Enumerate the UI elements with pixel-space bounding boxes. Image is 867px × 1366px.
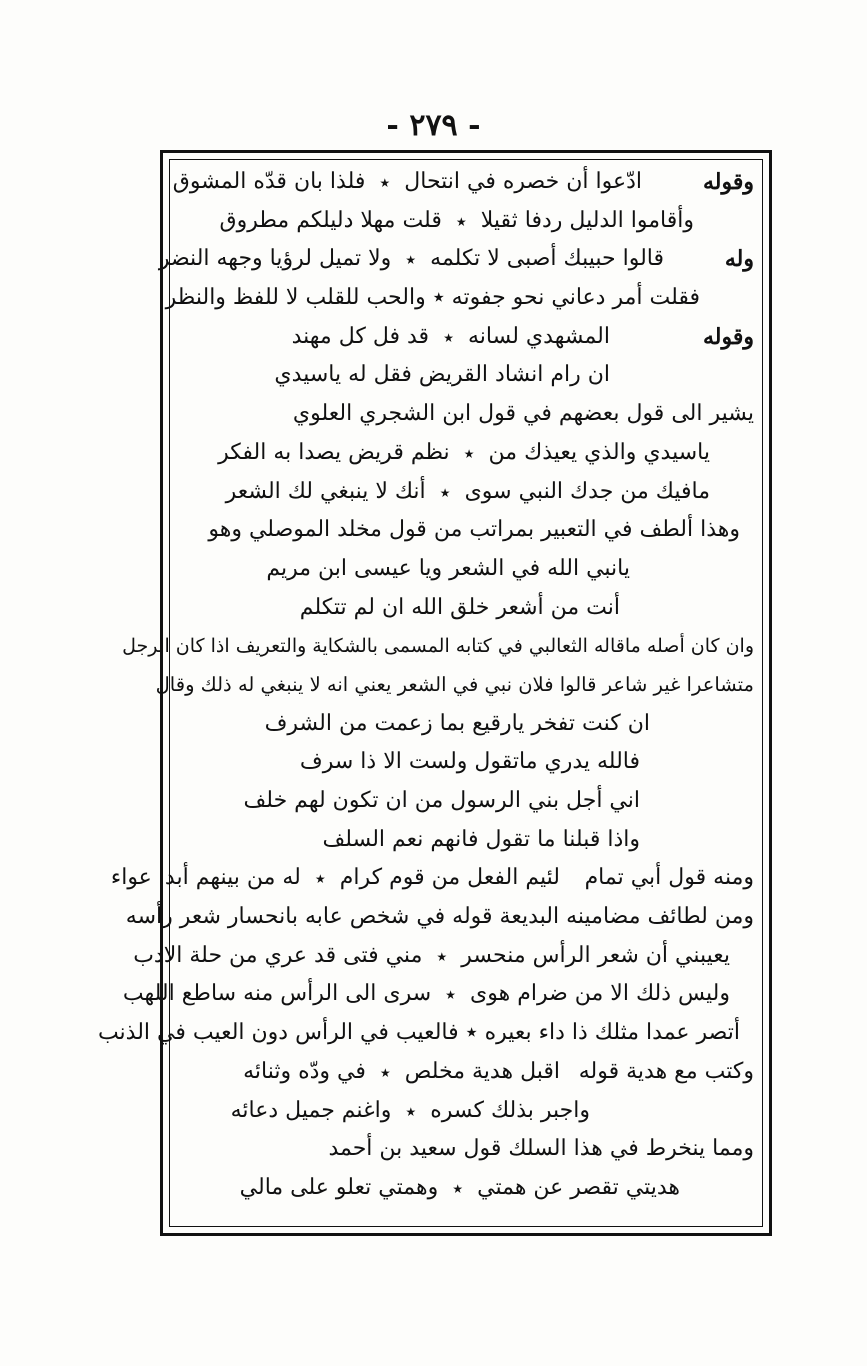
page-number: - ٢٧٩ - (386, 108, 481, 143)
separator-star-icon: ٭ (379, 1059, 391, 1084)
hemistich-first: يعيبني أن شعر الرأس منحسر (461, 942, 730, 968)
separator-star-icon: ٭ (463, 440, 475, 465)
separator-star-icon: ٭ (436, 943, 448, 968)
separator-star-icon: ٭ (314, 866, 326, 891)
hemistich-second: نظم قريض يصدا به الفكر (218, 439, 450, 465)
text-line (180, 705, 760, 744)
hemistich-second: قلت مهلا دليلكم مطروق (219, 207, 442, 233)
text-line (180, 473, 760, 512)
hemistich-second: قد فل كل مهند (291, 323, 430, 349)
text-line (122, 975, 760, 1014)
verse (111, 859, 560, 898)
hemistich-first: قالوا حبيبك أصبى لا تكلمه (430, 246, 664, 272)
hemistich-second: سرى الى الرأس منه ساطع اللهب (122, 981, 432, 1007)
hemistich-second: أنك لا ينبغي لك الشعر (225, 478, 426, 504)
verse (240, 1169, 680, 1208)
text-line (180, 202, 760, 241)
hemistich-second: في ودّه وثنائه (243, 1058, 366, 1084)
verse (226, 473, 710, 512)
text-line (110, 859, 760, 898)
separator-star-icon: ٭ (455, 208, 467, 233)
text-line (165, 279, 760, 318)
hemistich-second: فلذا بان قدّه المشوق (172, 169, 366, 194)
hemistich-first: هديتي تقصر عن همتي (477, 1174, 680, 1200)
hemistich-first: اقبل هدية مخلص (404, 1058, 560, 1084)
hemistich-first: وأقاموا الدليل ردفا ثقيلا (480, 207, 694, 233)
verse (220, 202, 694, 241)
separator-star-icon: ٭ (452, 1175, 464, 1200)
line-label: وقوله (702, 169, 754, 195)
prose-text: فقلت أمر دعاني نحو جفوته ٭ والحب للقلب لا للفظ والنظر (165, 285, 700, 311)
centered-verse: واذا قبلنا ما تقول فانهم نعم السلف (322, 826, 640, 852)
hemistich-second: مني فتى قد عري من حلة الادب (133, 942, 423, 968)
text-line (180, 395, 760, 434)
hemistich-first: لئيم الفعل من قوم كرام (339, 865, 560, 891)
text-line (180, 782, 760, 821)
centered-verse: يانبي الله في الشعر ويا عيسى ابن مريم (266, 555, 630, 581)
verse (123, 975, 730, 1014)
prose-text: يشير الى قول بعضهم في قول ابن الشجري العلوي (292, 401, 754, 427)
line-label: وكتب مع هدية قوله (578, 1058, 754, 1084)
text-line (180, 743, 760, 782)
hemistich-first: ادّعوا أن خصره في انتحال (404, 169, 642, 194)
prose-text: أتصر عمدا مثلك ذا داء بعيره ٭ فالعيب في الرأس دون العيب في الذنب (97, 1020, 740, 1046)
separator-star-icon: ٭ (405, 1098, 417, 1123)
verse (173, 163, 642, 202)
text-line (133, 937, 760, 976)
hemistich-second: وهمتي تعلو على مالي (239, 1174, 439, 1200)
text-line (180, 821, 760, 860)
line-label: وقوله (702, 323, 754, 350)
text-line (155, 666, 760, 705)
text-line (180, 589, 760, 628)
text-line (180, 1053, 760, 1092)
hemistich-second: واغنم جميل دعائه (230, 1097, 392, 1123)
hemistich-first: واجبر بذلك كسره (430, 1097, 590, 1123)
text-line (180, 1130, 760, 1169)
text-block (97, 163, 760, 1208)
prose-text: متشاعرا غير شاعر قالوا فلان نبي في الشعر يعني انه لا ينبغي له ذلك وقال (155, 672, 754, 696)
text-line (122, 627, 760, 666)
hemistich-second: ولا تميل لرؤيا وجهه النضر (158, 246, 392, 272)
verse (218, 434, 710, 473)
hemistich-first: المشهدي لسانه (467, 323, 610, 349)
separator-star-icon: ٭ (405, 247, 417, 272)
centered-verse: فالله يدري ماتقول ولست الا ذا سرف (299, 749, 640, 775)
text-line (180, 550, 760, 589)
text-line (180, 318, 760, 357)
centered-verse: ان كنت تفخر يارقيع بما زعمت من الشرف (264, 710, 650, 736)
prose-text: وان كان أصله ماقاله الثعالبي في كتابه المسمى بالشكاية والتعريف اذا كان الرجل (122, 635, 754, 658)
separator-star-icon: ٭ (443, 324, 454, 349)
separator-star-icon: ٭ (445, 982, 457, 1007)
verse (292, 318, 610, 357)
verse (159, 240, 664, 279)
line-label: وله (724, 246, 754, 273)
prose-text: ومما ينخرط في هذا السلك قول سعيد بن أحمد (328, 1136, 754, 1162)
centered-verse: أنت من أشعر خلق الله ان لم تتكلم (299, 594, 620, 620)
text-line (180, 511, 760, 550)
separator-star-icon: ٭ (439, 479, 451, 504)
text-line (172, 163, 760, 202)
text-line (180, 1092, 760, 1131)
hemistich-first: وليس ذلك الا من ضرام هوى (470, 981, 730, 1007)
prose-text: وهذا ألطف في التعبير بمراتب من قول مخلد الموصلي وهو (208, 517, 740, 543)
centered-verse: ان رام انشاد القريض فقل له ياسيدي (274, 362, 610, 388)
verse (231, 1092, 590, 1131)
centered-verse: اني أجل بني الرسول من ان تكون لهم خلف (243, 788, 640, 813)
text-line (180, 1169, 760, 1208)
text-line (125, 898, 760, 937)
hemistich-second: له من بينهم أبدا عواء (110, 865, 301, 891)
separator-star-icon: ٭ (379, 170, 391, 194)
hemistich-first: مافيك من جدك النبي سوى (464, 478, 710, 504)
text-line (158, 240, 760, 279)
prose-text: ومن لطائف مضامينه البديعة قوله في شخص عابه بانحسار شعر رأسه (125, 904, 754, 930)
line-label: ومنه قول أبي تمام (584, 865, 754, 891)
text-line (97, 1014, 760, 1053)
text-line (180, 356, 760, 395)
verse (133, 937, 730, 976)
text-line (180, 434, 760, 473)
hemistich-first: ياسيدي والذي يعيذك من (488, 439, 710, 465)
verse (243, 1053, 560, 1092)
